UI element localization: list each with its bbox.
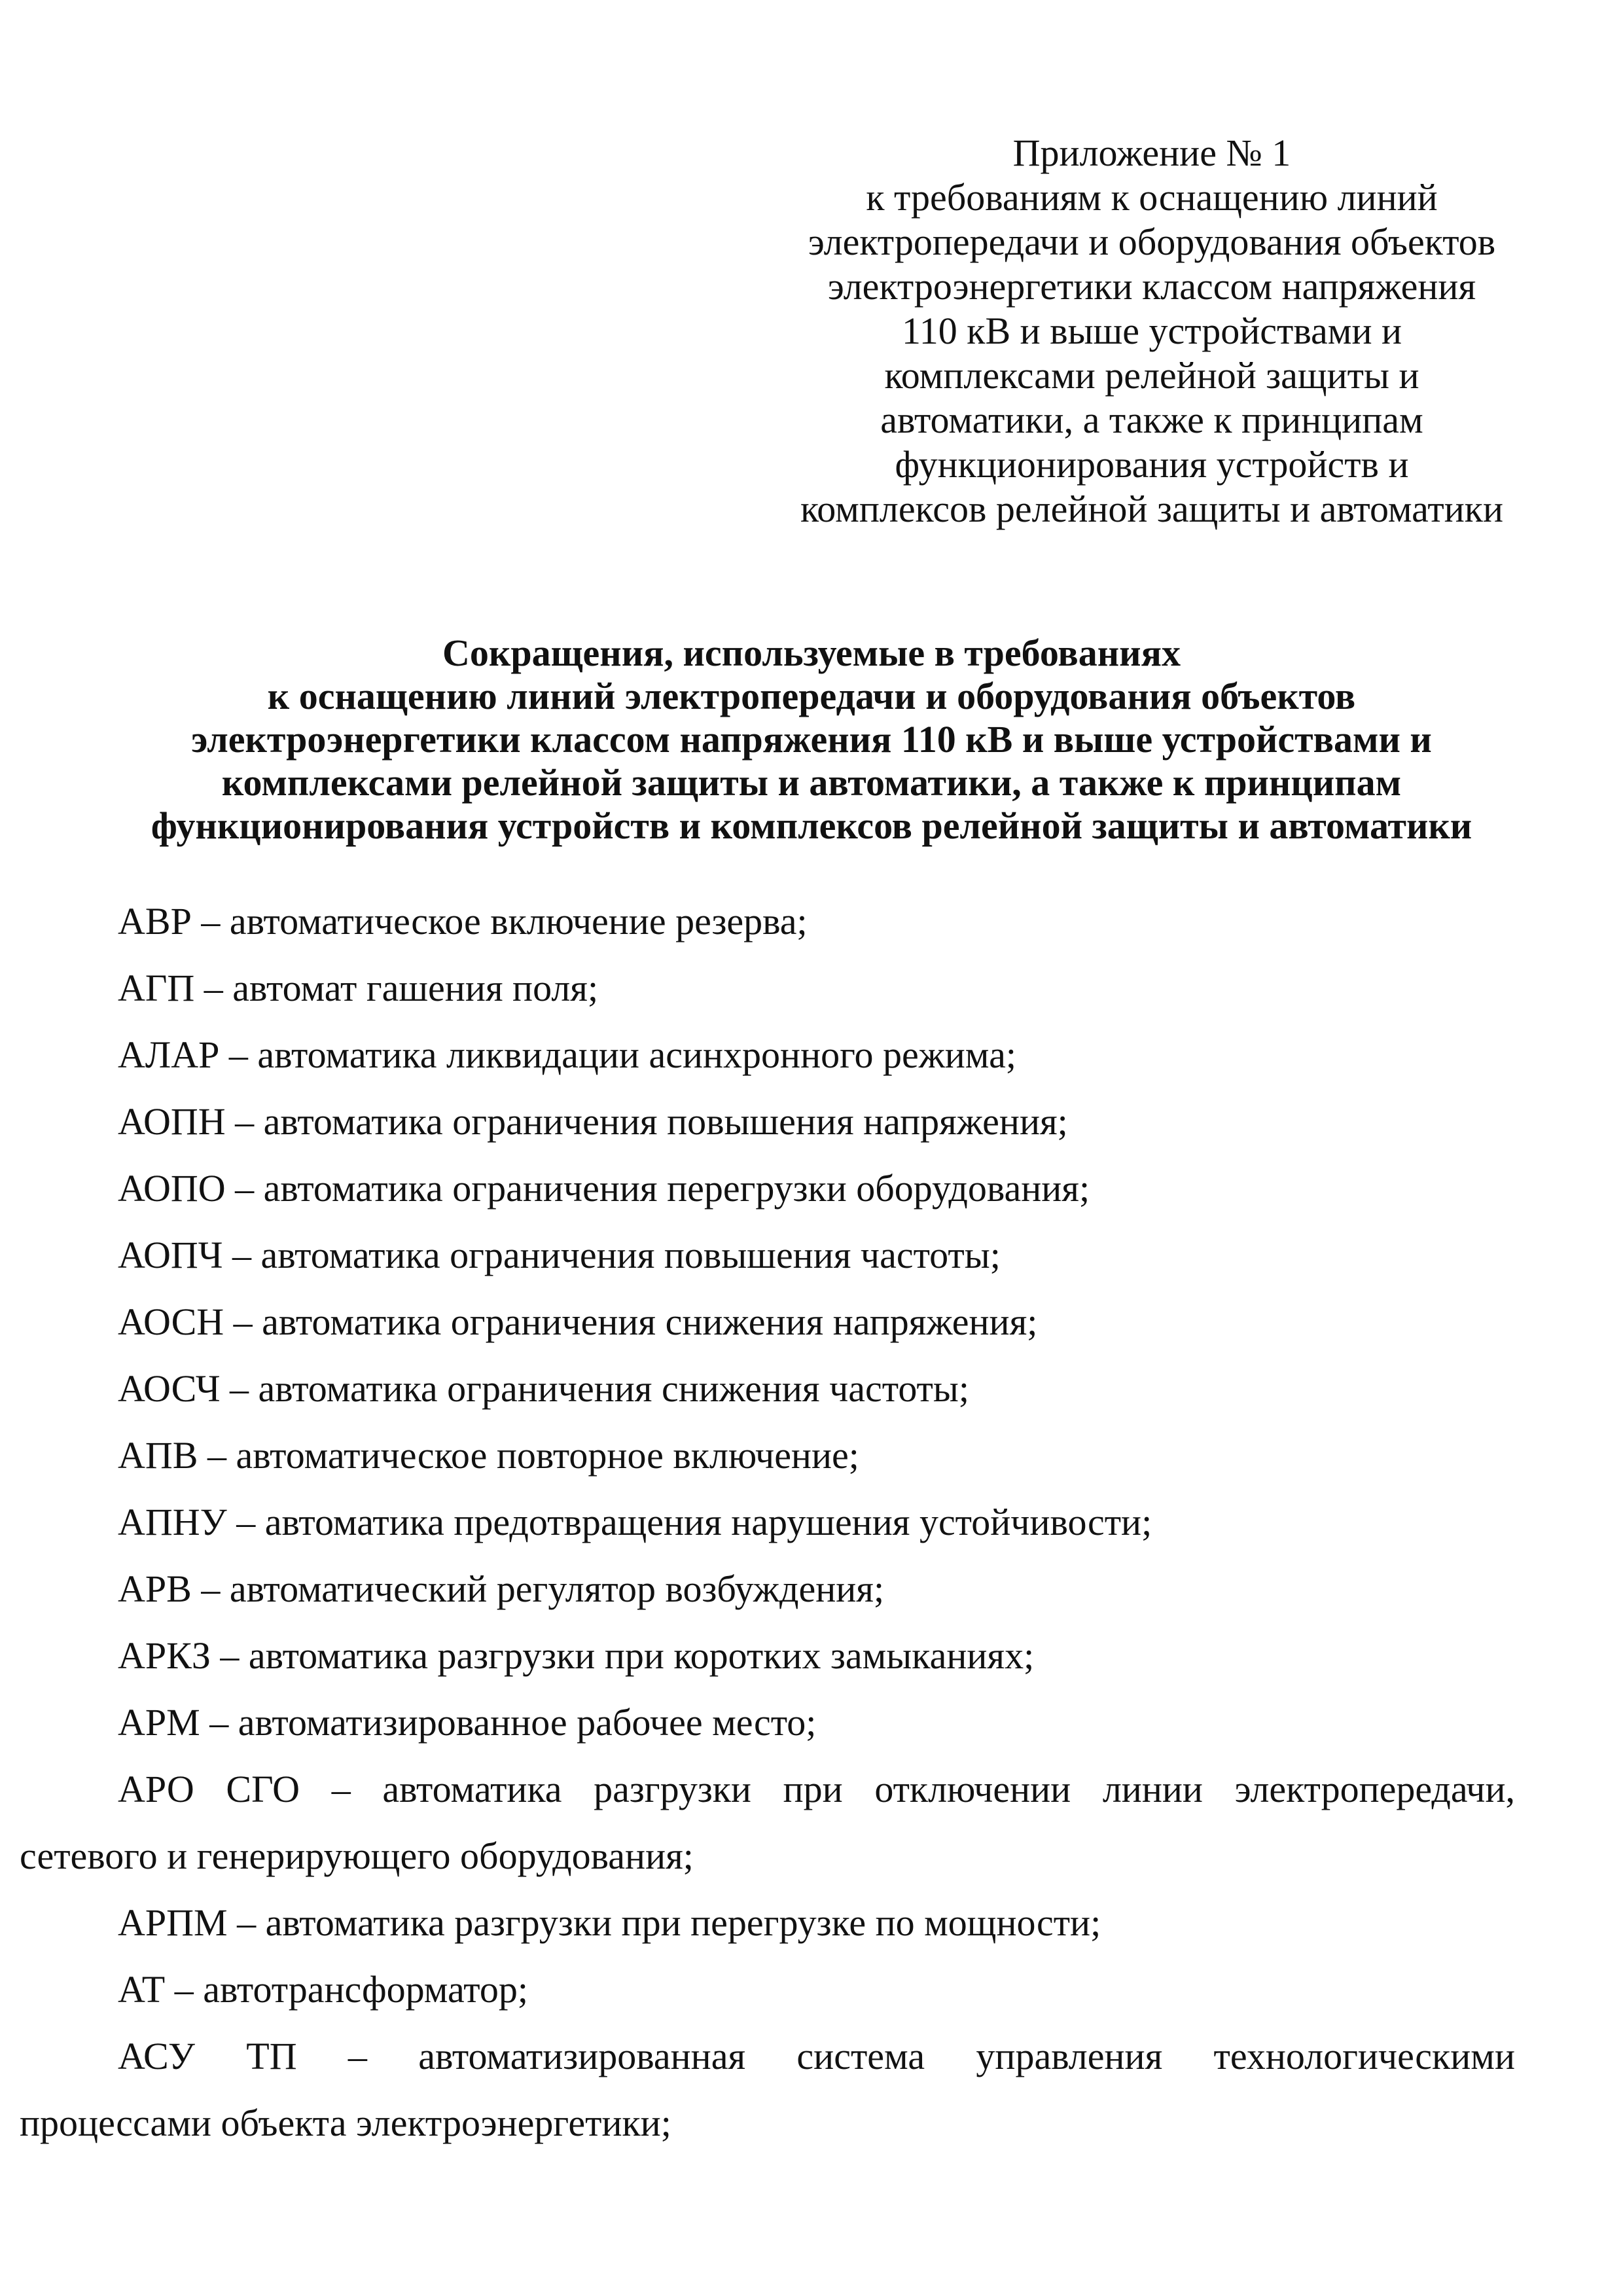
appendix-header-line: электропередачи и оборудования объектов [808,221,1496,263]
document-title [92,632,1531,848]
title-line: комплексами релейной защиты и автоматики, а также к принципам [221,761,1402,804]
abbreviation-item [20,1768,1515,1901]
appendix-header-line: функционирования устройств и [895,443,1409,486]
title-line: к оснащению линий электропередачи и оборудования объектов [267,675,1356,717]
abbreviation-item: АЛАР – автоматика ликвидации асинхронного режима; [118,1033,1016,1076]
abbreviation-item [20,2035,1515,2168]
abbreviation-item-continuation: процессами объекта электроэнергетики; [20,2102,671,2144]
abbreviation-item: АОПН – автоматика ограничения повышения напряжения; [118,1100,1068,1143]
abbreviation-item: АОСЧ – автоматика ограничения снижения частоты; [118,1367,969,1410]
abbreviation-item: АВР – автоматическое включение резерва; [118,900,808,942]
abbreviation-item-first-line: АРО СГО – автоматика разгрузки при отключении линии электропередачи, [118,1768,1515,1810]
appendix-header [772,131,1531,531]
appendix-header-line: электроэнергетики классом напряжения [827,265,1476,308]
title-line: электроэнергетики классом напряжения 110 кВ и выше устройствами и [191,718,1432,761]
abbreviation-item: АПВ – автоматическое повторное включение; [118,1434,859,1477]
appendix-header-line: к требованиям к оснащению линий [866,176,1438,219]
abbreviation-list [20,900,1515,2168]
abbreviation-item: АОСН – автоматика ограничения снижения напряжения; [118,1300,1038,1343]
abbreviation-item: АРПМ – автоматика разгрузки при перегрузке по мощности; [118,1901,1101,1944]
abbreviation-item: АОПО – автоматика ограничения перегрузки оборудования; [118,1167,1090,1210]
abbreviation-item: АОПЧ – автоматика ограничения повышения частоты; [118,1234,1001,1276]
abbreviation-item: АТ – автотрансформатор; [118,1968,528,2011]
title-line: Сокращения, используемые в требованиях [442,632,1181,674]
title-line: функционирования устройств и комплексов релейной защиты и автоматики [151,804,1472,847]
appendix-header-line: комплексами релейной защиты и [884,354,1419,397]
appendix-header-line: автоматики, а также к принципам [880,399,1423,441]
abbreviation-item: АГП – автомат гашения поля; [118,967,599,1009]
abbreviation-item: АРМ – автоматизированное рабочее место; [118,1701,817,1744]
abbreviation-item: АРКЗ – автоматика разгрузки при коротких замыканиях; [118,1634,1035,1677]
abbreviation-item: АПНУ – автоматика предотвращения нарушения устойчивости; [118,1501,1152,1543]
abbreviation-item-continuation: сетевого и генерирующего оборудования; [20,1835,694,1877]
appendix-header-line: 110 кВ и выше устройствами и [901,310,1402,352]
abbreviation-item: АРВ – автоматический регулятор возбуждения; [118,1568,885,1610]
abbreviation-item-first-line: АСУ ТП – автоматизированная система управления технологическими [118,2035,1515,2077]
appendix-header-line: Приложение № 1 [1012,132,1291,174]
appendix-header-line: комплексов релейной защиты и автоматики [800,488,1503,530]
